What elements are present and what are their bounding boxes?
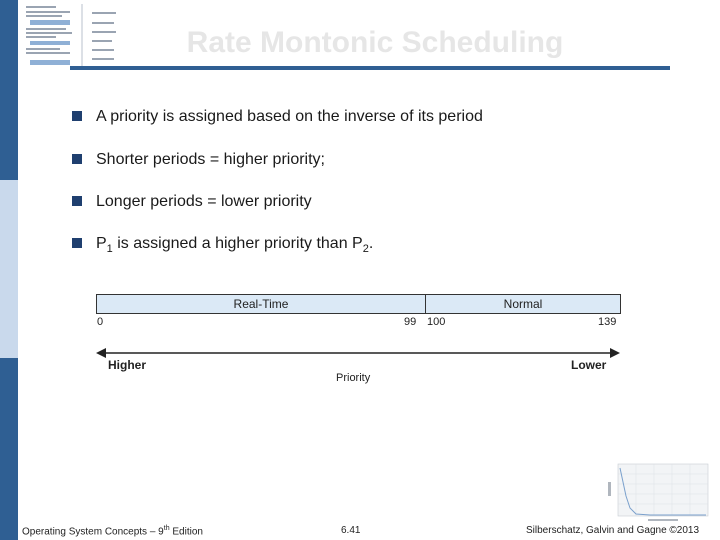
tick-label: 0	[97, 316, 104, 328]
axis-label-lower: Lower	[571, 358, 607, 372]
left-accent-bar	[0, 0, 18, 540]
bullet-item	[72, 235, 373, 255]
priority-double-arrow	[96, 346, 620, 360]
tick-label: 139	[598, 316, 617, 328]
tick-label: 99	[404, 316, 417, 328]
square-bullet-icon	[72, 111, 82, 121]
bullet-text: Longer periods = lower priority	[96, 193, 312, 210]
decorative-mini-chart	[606, 462, 710, 524]
square-bullet-icon	[72, 154, 82, 164]
bullet-text: Shorter periods = higher priority;	[96, 151, 325, 168]
bullet-text: $P_1$ is assigned a higher priority than $P_2$.	[96, 235, 374, 256]
tick-label: 100	[427, 316, 446, 328]
bullet-item	[72, 108, 483, 126]
slide-title: Rate Montonic Scheduling	[186, 26, 564, 59]
bullet-item	[72, 193, 312, 211]
footer-page-number: 6.41	[341, 525, 361, 536]
footer-copyright: Silberschatz, Galvin and Gagne ©2013	[526, 525, 700, 536]
left-accent-band	[0, 180, 18, 358]
axis-label-higher: Higher	[108, 358, 147, 372]
segment-real-time: Real-Time	[96, 294, 426, 314]
square-bullet-icon	[72, 238, 82, 248]
footer-book-title: Operating System Concepts – 9th Edition	[22, 525, 203, 538]
axis-title: Priority	[336, 372, 371, 384]
bullet-text: A priority is assigned based on the inverse of its period	[96, 108, 483, 125]
segment-normal: Normal	[425, 294, 621, 314]
square-bullet-icon	[72, 196, 82, 206]
title-underline	[70, 66, 670, 70]
bullet-item	[72, 151, 325, 169]
